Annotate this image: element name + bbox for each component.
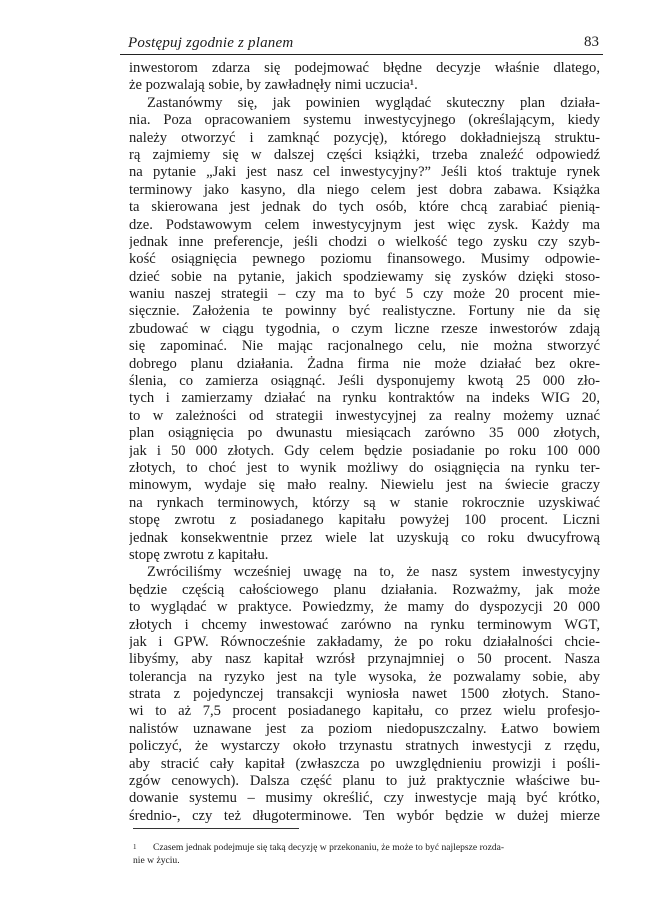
- text-line: będzie częścią całościowego planu działania. Rozważmy, jak może: [129, 581, 600, 598]
- text-line: ślenia, co zamierza osiągnąć. Jeśli dysponujemy kwotą 25 000 zło-: [129, 373, 600, 390]
- footnote-rule: [133, 828, 299, 829]
- page-number: 83: [584, 34, 599, 50]
- text-line: jak i 50 000 złotych. Gdy celem będzie posiadanie po roku 100 000: [129, 442, 600, 459]
- text-line: złotych i chcemy inwestować zarówno na rynku terminowym WGT,: [129, 616, 600, 633]
- text-line: libyśmy, aby nasz kapitał wzrósł przynajmniej o 50 procent. Nasza: [129, 651, 600, 668]
- text-line: strata z pojedynczej transakcji wyniosła nawet 1500 złotych. Stano-: [129, 686, 600, 703]
- text-line: policzyć, że wystarczy około trzynastu stratnych inwestycji z rzędu,: [129, 738, 600, 755]
- text-line: waniu naszej strategii – czy ma to być 5 czy może 20 procent mie-: [129, 286, 600, 303]
- text-line: wi to aż 7,5 procent posiadanego kapitału, co przez wielu profesjo-: [129, 703, 600, 720]
- footnote-text-2: nie w życiu.: [133, 855, 180, 866]
- text-line: należy otworzyć i zamknąć pozycję), którego dokładniejszą struktu-: [129, 129, 600, 146]
- text-line: dobrego planu działania. Żadna firma nie może działać bez okre-: [129, 355, 600, 372]
- text-line: jednak inne preferencje, jeśli chodzi o wielkość tego zysku czy szyb-: [129, 233, 600, 250]
- text-line: złotych, to choć jest to wynik możliwy do osiągnięcia na rynku ter-: [129, 459, 600, 476]
- footnote-marker: 1: [133, 843, 137, 851]
- text-line: aby stracić cały kapitał (zwłaszcza po uwzględnieniu prowizji i pośli-: [129, 755, 600, 772]
- footnote-line: [133, 841, 605, 854]
- text-line: tolerancja na ryzyko jest na tyle wysoka, że pozwalamy sobie, aby: [129, 668, 600, 685]
- text-line: Zastanówmy się, jak powinien wyglądać skuteczny plan działa-: [147, 94, 600, 111]
- text-line: dzieć sobie na pytanie, jakich spodziewamy się zysków dzięki stoso-: [129, 268, 600, 285]
- text-line: plan osiągnięcia po dwunastu miesiącach zarówno 35 000 złotych,: [129, 425, 600, 442]
- text-line: na rynkach terminowych, którzy są w stanie rokrocznie uzyskiwać: [129, 494, 600, 511]
- text-line: nia. Poza opracowaniem systemu inwestycyjnego (określającym, kiedy: [129, 112, 600, 129]
- text-line: średnio-, czy też długoterminowe. Ten wybór będzie w dużej mierze: [129, 807, 600, 824]
- text-line: na pytanie „Jaki jest nasz cel inwestycyjny?” Jeśli ktoś traktuje rynek: [129, 164, 600, 181]
- text-line: terminowy jako kasyno, dla niego celem jest dobra zabawa. Książka: [129, 181, 600, 198]
- text-line: Zwróciliśmy wcześniej uwagę na to, że nasz system inwestycyjny: [147, 564, 600, 581]
- text-line: ta skierowana jest jednak do tych osób, które chcą zarabiać pienią-: [129, 199, 600, 216]
- text-line: zgów cenowych). Dalsza część planu to już praktycznie właściwe bu-: [129, 773, 600, 790]
- text-line: nalistów uznawane jest za poziom niedopuszczalny. Łatwo bowiem: [129, 720, 600, 737]
- text-line: sięcznie. Założenia te powinny być realistyczne. Fortuny nie da się: [129, 303, 600, 320]
- text-line: że pozwalają sobie, by zawładnęły nimi uczucia¹.: [129, 77, 418, 94]
- text-line: rą zajmiemy się w dalszej części książki, trzeba znaleźć odpowiedź: [129, 146, 600, 163]
- text-line: to wyglądać w praktyce. Powiedzmy, że mamy do dyspozycji 20 000: [129, 599, 600, 616]
- text-line: inwestorom zdarza się podejmować błędne decyzje właśnie dlatego,: [129, 60, 600, 76]
- text-line: minowym, wydaje się mało realny. Niewielu jest na świecie graczy: [129, 477, 600, 494]
- text-line: stopę zwrotu z posiadanego kapitału powyżej 100 procent. Liczni: [129, 512, 600, 529]
- text-line: dowanie systemu – musimy określić, czy inwestycje mają być krótko,: [129, 790, 600, 807]
- text-line: jednak konsekwentnie przez wiele lat uzyskują co roku dwucyfrową: [129, 529, 600, 546]
- text-line: to w zależności od strategii inwestycyjnej za realny możemy uznać: [129, 407, 600, 424]
- body-text: [129, 60, 600, 825]
- text-line: kość osiągnięcia pewnego poziomu finansowego. Musimy odpowie-: [129, 251, 600, 268]
- running-title: Postępuj zgodnie z planem: [128, 35, 294, 51]
- text-line: się zapominać. Nie mając racjonalnego celu, nie można stworzyć: [129, 338, 600, 355]
- text-line: dze. Podstawowym celem inwestycyjnym jest więc zysk. Każdy ma: [129, 216, 600, 233]
- footnote-text-1: Czasem jednak podejmuje się taką decyzję w przekonaniu, że może to być najlepsze rozda-: [153, 842, 505, 853]
- text-line: jak i GPW. Równocześnie zakładamy, że po roku działalności chcie-: [129, 633, 600, 650]
- text-line: tych i zamierzamy działać na rynku kontraktów na indeks WIG 20,: [129, 390, 600, 407]
- text-line: stopę zwrotu z kapitału.: [129, 546, 269, 563]
- text-line: zbudować w ciągu tygodnia, o czym liczne rzesze inwestorów zdają: [129, 320, 600, 337]
- running-head: [120, 34, 603, 55]
- footnote: [133, 841, 605, 867]
